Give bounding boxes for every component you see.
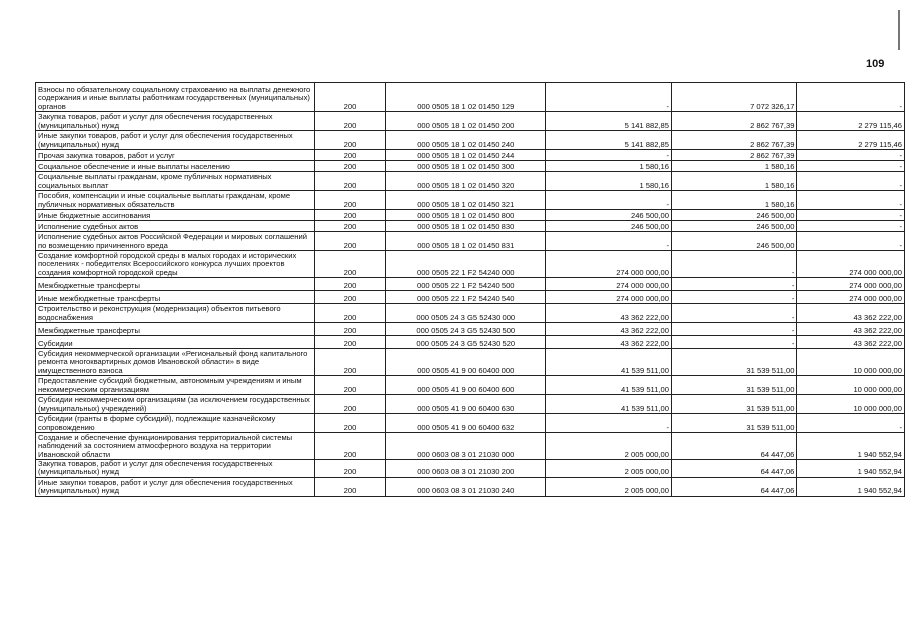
row-approved-cell: 246 500,00 bbox=[546, 210, 672, 221]
row-code-cell: 200 bbox=[314, 278, 385, 291]
table-row bbox=[36, 232, 905, 251]
row-approved-cell: 1 580,16 bbox=[546, 172, 672, 191]
row-remaining-cell: - bbox=[797, 172, 905, 191]
budget-table-wrapper bbox=[35, 82, 905, 497]
table-row bbox=[36, 150, 905, 161]
row-code-cell: 200 bbox=[314, 150, 385, 161]
row-approved-cell: - bbox=[546, 232, 672, 251]
table-row bbox=[36, 460, 905, 478]
row-remaining-cell: - bbox=[797, 191, 905, 210]
row-approved-cell: 5 141 882,85 bbox=[546, 131, 672, 150]
row-approved-cell: - bbox=[546, 414, 672, 433]
row-classification-cell: 000 0505 18 1 02 01450 830 bbox=[386, 221, 546, 232]
row-executed-cell: 31 539 511,00 bbox=[672, 349, 797, 376]
row-remaining-cell: - bbox=[797, 221, 905, 232]
table-row bbox=[36, 83, 905, 112]
row-remaining-cell: 43 362 222,00 bbox=[797, 323, 905, 336]
row-name-cell: Субсидии bbox=[36, 336, 315, 349]
row-remaining-cell: 10 000 000,00 bbox=[797, 395, 905, 414]
row-remaining-cell: 274 000 000,00 bbox=[797, 251, 905, 278]
row-classification-cell: 000 0603 08 3 01 21030 200 bbox=[386, 460, 546, 478]
row-classification-cell: 000 0505 22 1 F2 54240 000 bbox=[386, 251, 546, 278]
row-name-cell: Исполнение судебных актов Российской Федерации и мировых соглашений по возмещению причиненного вреда bbox=[36, 232, 315, 251]
row-name-cell: Иные бюджетные ассигнования bbox=[36, 210, 315, 221]
table-row bbox=[36, 172, 905, 191]
row-name-cell: Межбюджетные трансферты bbox=[36, 323, 315, 336]
table-row bbox=[36, 395, 905, 414]
row-approved-cell: 274 000 000,00 bbox=[546, 251, 672, 278]
row-name-cell: Иные закупки товаров, работ и услуг для обеспечения государственных (муниципальных) нужд bbox=[36, 477, 315, 496]
row-classification-cell: 000 0505 41 9 00 60400 600 bbox=[386, 376, 546, 395]
row-remaining-cell: 43 362 222,00 bbox=[797, 304, 905, 323]
row-remaining-cell: - bbox=[797, 414, 905, 433]
row-approved-cell: 274 000 000,00 bbox=[546, 278, 672, 291]
row-remaining-cell: - bbox=[797, 232, 905, 251]
row-remaining-cell: 43 362 222,00 bbox=[797, 336, 905, 349]
row-executed-cell: 2 862 767,39 bbox=[672, 150, 797, 161]
row-executed-cell: 246 500,00 bbox=[672, 232, 797, 251]
row-classification-cell: 000 0505 24 3 G5 52430 000 bbox=[386, 304, 546, 323]
row-executed-cell: - bbox=[672, 251, 797, 278]
table-row bbox=[36, 278, 905, 291]
row-remaining-cell: 1 940 552,94 bbox=[797, 477, 905, 496]
row-remaining-cell: 274 000 000,00 bbox=[797, 291, 905, 304]
row-name-cell: Предоставление субсидий бюджетным, автономным учреждениям и иным некоммерческим организациям bbox=[36, 376, 315, 395]
row-classification-cell: 000 0505 41 9 00 60400 000 bbox=[386, 349, 546, 376]
table-row bbox=[36, 221, 905, 232]
row-approved-cell: 41 539 511,00 bbox=[546, 349, 672, 376]
row-executed-cell: 246 500,00 bbox=[672, 210, 797, 221]
row-approved-cell: 43 362 222,00 bbox=[546, 336, 672, 349]
row-approved-cell: 43 362 222,00 bbox=[546, 323, 672, 336]
row-approved-cell: 43 362 222,00 bbox=[546, 304, 672, 323]
table-row bbox=[36, 291, 905, 304]
row-code-cell: 200 bbox=[314, 414, 385, 433]
row-code-cell: 200 bbox=[314, 291, 385, 304]
row-remaining-cell: - bbox=[797, 210, 905, 221]
row-code-cell: 200 bbox=[314, 433, 385, 460]
row-classification-cell: 000 0505 41 9 00 60400 630 bbox=[386, 395, 546, 414]
table-row bbox=[36, 323, 905, 336]
row-remaining-cell: 1 940 552,94 bbox=[797, 460, 905, 478]
table-row bbox=[36, 433, 905, 460]
table-row bbox=[36, 349, 905, 376]
row-name-cell: Социальное обеспечение и иные выплаты населению bbox=[36, 161, 315, 172]
row-executed-cell: 2 862 767,39 bbox=[672, 131, 797, 150]
row-executed-cell: 31 539 511,00 bbox=[672, 395, 797, 414]
table-row bbox=[36, 210, 905, 221]
row-name-cell: Взносы по обязательному социальному страхованию на выплаты денежного содержания и иные выплаты работникам государственных (муниципальных) органов bbox=[36, 83, 315, 112]
row-approved-cell: 1 580,16 bbox=[546, 161, 672, 172]
row-remaining-cell: - bbox=[797, 150, 905, 161]
page-number: 109 bbox=[866, 58, 885, 70]
row-executed-cell: 1 580,16 bbox=[672, 161, 797, 172]
row-executed-cell: 31 539 511,00 bbox=[672, 414, 797, 433]
row-code-cell: 200 bbox=[314, 191, 385, 210]
row-name-cell: Иные межбюджетные трансферты bbox=[36, 291, 315, 304]
row-classification-cell: 000 0505 18 1 02 01450 831 bbox=[386, 232, 546, 251]
row-remaining-cell: - bbox=[797, 83, 905, 112]
row-code-cell: 200 bbox=[314, 304, 385, 323]
table-row bbox=[36, 191, 905, 210]
table-row bbox=[36, 477, 905, 496]
row-approved-cell: - bbox=[546, 150, 672, 161]
row-classification-cell: 000 0505 22 1 F2 54240 500 bbox=[386, 278, 546, 291]
row-name-cell: Пособия, компенсации и иные социальные выплаты гражданам, кроме публичных нормативных обязательств bbox=[36, 191, 315, 210]
row-approved-cell: 246 500,00 bbox=[546, 221, 672, 232]
row-approved-cell: 2 005 000,00 bbox=[546, 477, 672, 496]
row-executed-cell: - bbox=[672, 291, 797, 304]
row-name-cell: Субсидии (гранты в форме субсидий), подлежащие казначейскому сопровождению bbox=[36, 414, 315, 433]
row-remaining-cell: 2 279 115,46 bbox=[797, 131, 905, 150]
row-executed-cell: - bbox=[672, 323, 797, 336]
row-code-cell: 200 bbox=[314, 131, 385, 150]
table-row bbox=[36, 376, 905, 395]
row-classification-cell: 000 0505 18 1 02 01450 800 bbox=[386, 210, 546, 221]
row-approved-cell: 2 005 000,00 bbox=[546, 460, 672, 478]
row-code-cell: 200 bbox=[314, 460, 385, 478]
row-code-cell: 200 bbox=[314, 251, 385, 278]
row-remaining-cell: 1 940 552,94 bbox=[797, 433, 905, 460]
row-approved-cell: 274 000 000,00 bbox=[546, 291, 672, 304]
row-name-cell: Субсидия некоммерческой организации «Региональный фонд капитального ремонта многоквартирных домов Ивановской области» в виде имущественного взноса bbox=[36, 349, 315, 376]
row-approved-cell: - bbox=[546, 191, 672, 210]
row-executed-cell: - bbox=[672, 304, 797, 323]
row-name-cell: Субсидии некоммерческим организациям (за исключением государственных (муниципальных) учреждений) bbox=[36, 395, 315, 414]
table-row bbox=[36, 112, 905, 131]
row-remaining-cell: - bbox=[797, 161, 905, 172]
row-executed-cell: 1 580,16 bbox=[672, 172, 797, 191]
row-executed-cell: 64 447,06 bbox=[672, 460, 797, 478]
budget-execution-table bbox=[35, 82, 905, 497]
row-classification-cell: 000 0505 18 1 02 01450 240 bbox=[386, 131, 546, 150]
page-edge-shadow bbox=[898, 10, 900, 50]
row-code-cell: 200 bbox=[314, 336, 385, 349]
row-code-cell: 200 bbox=[314, 172, 385, 191]
row-classification-cell: 000 0505 18 1 02 01450 129 bbox=[386, 83, 546, 112]
row-executed-cell: - bbox=[672, 336, 797, 349]
row-name-cell: Создание и обеспечение функционирования территориальной системы наблюдений за состоянием атмосферного воздуха на территории Ивановской области bbox=[36, 433, 315, 460]
row-classification-cell: 000 0603 08 3 01 21030 240 bbox=[386, 477, 546, 496]
row-classification-cell: 000 0505 18 1 02 01450 200 bbox=[386, 112, 546, 131]
row-name-cell: Социальные выплаты гражданам, кроме публичных нормативных социальных выплат bbox=[36, 172, 315, 191]
row-code-cell: 200 bbox=[314, 83, 385, 112]
row-classification-cell: 000 0505 18 1 02 01450 321 bbox=[386, 191, 546, 210]
row-classification-cell: 000 0505 18 1 02 01450 320 bbox=[386, 172, 546, 191]
row-classification-cell: 000 0505 41 9 00 60400 632 bbox=[386, 414, 546, 433]
row-remaining-cell: 2 279 115,46 bbox=[797, 112, 905, 131]
row-name-cell: Прочая закупка товаров, работ и услуг bbox=[36, 150, 315, 161]
table-row bbox=[36, 414, 905, 433]
row-executed-cell: 7 072 326,17 bbox=[672, 83, 797, 112]
row-name-cell: Межбюджетные трансферты bbox=[36, 278, 315, 291]
row-executed-cell: 246 500,00 bbox=[672, 221, 797, 232]
row-approved-cell: - bbox=[546, 83, 672, 112]
row-code-cell: 200 bbox=[314, 477, 385, 496]
table-row bbox=[36, 336, 905, 349]
row-approved-cell: 41 539 511,00 bbox=[546, 395, 672, 414]
row-remaining-cell: 10 000 000,00 bbox=[797, 349, 905, 376]
row-classification-cell: 000 0505 24 3 G5 52430 500 bbox=[386, 323, 546, 336]
row-name-cell: Иные закупки товаров, работ и услуг для обеспечения государственных (муниципальных) нужд bbox=[36, 131, 315, 150]
row-name-cell: Строительство и реконструкция (модернизация) объектов питьевого водоснабжения bbox=[36, 304, 315, 323]
row-code-cell: 200 bbox=[314, 323, 385, 336]
table-row bbox=[36, 161, 905, 172]
row-classification-cell: 000 0603 08 3 01 21030 000 bbox=[386, 433, 546, 460]
row-code-cell: 200 bbox=[314, 210, 385, 221]
table-row bbox=[36, 251, 905, 278]
row-classification-cell: 000 0505 22 1 F2 54240 540 bbox=[386, 291, 546, 304]
row-remaining-cell: 10 000 000,00 bbox=[797, 376, 905, 395]
row-executed-cell: 31 539 511,00 bbox=[672, 376, 797, 395]
row-classification-cell: 000 0505 18 1 02 01450 244 bbox=[386, 150, 546, 161]
row-code-cell: 200 bbox=[314, 112, 385, 131]
row-code-cell: 200 bbox=[314, 349, 385, 376]
row-executed-cell: 64 447,06 bbox=[672, 433, 797, 460]
row-code-cell: 200 bbox=[314, 161, 385, 172]
row-code-cell: 200 bbox=[314, 221, 385, 232]
row-classification-cell: 000 0505 18 1 02 01450 300 bbox=[386, 161, 546, 172]
row-name-cell: Исполнение судебных актов bbox=[36, 221, 315, 232]
row-approved-cell: 5 141 882,85 bbox=[546, 112, 672, 131]
row-approved-cell: 2 005 000,00 bbox=[546, 433, 672, 460]
row-code-cell: 200 bbox=[314, 395, 385, 414]
row-executed-cell: 1 580,16 bbox=[672, 191, 797, 210]
row-code-cell: 200 bbox=[314, 232, 385, 251]
row-remaining-cell: 274 000 000,00 bbox=[797, 278, 905, 291]
table-row bbox=[36, 131, 905, 150]
row-name-cell: Закупка товаров, работ и услуг для обеспечения государственных (муниципальных) нужд bbox=[36, 112, 315, 131]
row-executed-cell: 2 862 767,39 bbox=[672, 112, 797, 131]
row-name-cell: Создание комфортной городской среды в малых городах и исторических поселениях - победителях Всероссийского конкурса лучших проектов создания комфортной городской среды bbox=[36, 251, 315, 278]
row-code-cell: 200 bbox=[314, 376, 385, 395]
row-name-cell: Закупка товаров, работ и услуг для обеспечения государственных (муниципальных) нужд bbox=[36, 460, 315, 478]
table-row bbox=[36, 304, 905, 323]
table-body bbox=[36, 83, 905, 497]
row-executed-cell: - bbox=[672, 278, 797, 291]
row-approved-cell: 41 539 511,00 bbox=[546, 376, 672, 395]
row-executed-cell: 64 447,06 bbox=[672, 477, 797, 496]
row-classification-cell: 000 0505 24 3 G5 52430 520 bbox=[386, 336, 546, 349]
